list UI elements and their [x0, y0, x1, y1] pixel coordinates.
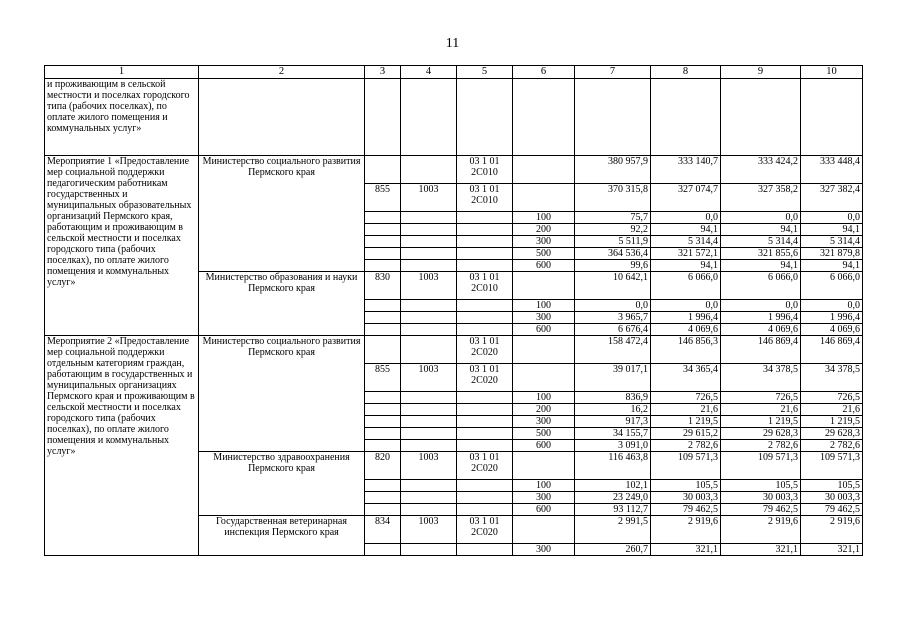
amount-cell: 5 511,9 — [575, 236, 651, 248]
ministry-name: Министерство образования и науки Пермского края — [199, 272, 365, 336]
target-cell — [457, 404, 513, 416]
amount-cell: 260,7 — [575, 544, 651, 556]
table-row — [45, 79, 863, 156]
amount-cell: 79 462,5 — [801, 504, 863, 516]
amount-cell: 0,0 — [651, 212, 721, 224]
amount-cell: 6 066,0 — [801, 272, 863, 300]
amount-cell: 1 996,4 — [721, 312, 801, 324]
expense-type-code: 100 — [513, 480, 575, 492]
section-cell — [401, 480, 457, 492]
amount-cell: 2 919,6 — [801, 516, 863, 544]
section-code: 1003 — [401, 272, 457, 300]
target-code: 03 1 01 2С020 — [457, 516, 513, 544]
amount-cell: 333 448,4 — [801, 156, 863, 184]
expense-type-cell — [513, 452, 575, 480]
amount-cell: 79 462,5 — [721, 504, 801, 516]
grbs-cell — [365, 236, 401, 248]
expense-type-code: 600 — [513, 260, 575, 272]
empty-cell — [513, 79, 575, 156]
grbs-cell — [365, 392, 401, 404]
amount-cell: 94,1 — [801, 224, 863, 236]
target-code: 03 1 01 2С020 — [457, 336, 513, 364]
section-cell — [401, 336, 457, 364]
target-cell — [457, 260, 513, 272]
m1-description: Мероприятие 1 «Предоставление мер социальной поддержки педагогическим работникам государственных и муниципальных образовательных организаций Пермского края, работающим и проживающим в сельской местности и поселках городского типа (рабочих поселках), по оплате жилого помещения и коммунальных услуг» — [45, 156, 199, 336]
amount-cell: 333 424,2 — [721, 156, 801, 184]
amount-cell: 34 378,5 — [801, 364, 863, 392]
column-header: 10 — [801, 66, 863, 79]
section-cell — [401, 544, 457, 556]
grbs-cell — [365, 504, 401, 516]
grbs-cell — [365, 324, 401, 336]
column-header: 3 — [365, 66, 401, 79]
amount-cell: 327 074,7 — [651, 184, 721, 212]
expense-type-code: 100 — [513, 212, 575, 224]
empty-cell — [721, 79, 801, 156]
section-cell — [401, 404, 457, 416]
target-cell — [457, 392, 513, 404]
amount-cell: 34 378,5 — [721, 364, 801, 392]
expense-type-cell — [513, 184, 575, 212]
amount-cell: 321,1 — [651, 544, 721, 556]
empty-cell — [575, 79, 651, 156]
column-header: 1 — [45, 66, 199, 79]
section-cell — [401, 504, 457, 516]
amount-cell: 0,0 — [721, 300, 801, 312]
amount-cell: 5 314,4 — [721, 236, 801, 248]
section-cell — [401, 416, 457, 428]
expense-type-code: 300 — [513, 492, 575, 504]
grbs-code: 855 — [365, 364, 401, 392]
m2-description: Мероприятие 2 «Предоставление мер социальной поддержки отдельным категориям граждан, работающим в государственных и муниципальных организациях Пермского края и проживающим в сельской местности и поселках городского типа (рабочих поселках), по оплате жилого помещения и коммунальных услуг» — [45, 336, 199, 556]
grbs-code: 834 — [365, 516, 401, 544]
target-cell — [457, 324, 513, 336]
amount-cell: 34 155,7 — [575, 428, 651, 440]
expense-type-code: 300 — [513, 416, 575, 428]
amount-cell: 21,6 — [651, 404, 721, 416]
expense-type-cell — [513, 336, 575, 364]
amount-cell: 1 219,5 — [801, 416, 863, 428]
budget-table — [44, 65, 863, 556]
amount-cell: 1 219,5 — [721, 416, 801, 428]
amount-cell: 321,1 — [801, 544, 863, 556]
section-cell — [401, 248, 457, 260]
amount-cell: 34 365,4 — [651, 364, 721, 392]
target-cell — [457, 428, 513, 440]
table-row — [45, 156, 863, 184]
section-cell — [401, 392, 457, 404]
target-cell — [457, 224, 513, 236]
amount-cell: 6 066,0 — [721, 272, 801, 300]
empty-cell — [401, 79, 457, 156]
section-code: 1003 — [401, 452, 457, 480]
target-cell — [457, 236, 513, 248]
target-cell — [457, 440, 513, 452]
expense-type-cell — [513, 364, 575, 392]
amount-cell: 30 003,3 — [651, 492, 721, 504]
section-code: 1003 — [401, 364, 457, 392]
amount-cell: 0,0 — [651, 300, 721, 312]
target-cell — [457, 312, 513, 324]
amount-cell: 2 782,6 — [721, 440, 801, 452]
expense-type-cell — [513, 272, 575, 300]
amount-cell: 321 855,6 — [721, 248, 801, 260]
expense-type-code: 300 — [513, 236, 575, 248]
expense-type-code: 300 — [513, 312, 575, 324]
section-cell — [401, 428, 457, 440]
amount-cell: 109 571,3 — [651, 452, 721, 480]
amount-cell: 3 091,0 — [575, 440, 651, 452]
expense-type-code: 600 — [513, 504, 575, 516]
amount-cell: 380 957,9 — [575, 156, 651, 184]
table-row — [45, 336, 863, 364]
amount-cell: 0,0 — [721, 212, 801, 224]
amount-cell: 29 628,3 — [801, 428, 863, 440]
section-cell — [401, 236, 457, 248]
expense-type-code: 200 — [513, 224, 575, 236]
section-cell — [401, 300, 457, 312]
section-cell — [401, 312, 457, 324]
target-cell — [457, 544, 513, 556]
amount-cell: 321 572,1 — [651, 248, 721, 260]
amount-cell: 5 314,4 — [801, 236, 863, 248]
amount-cell: 6 676,4 — [575, 324, 651, 336]
amount-cell: 29 615,2 — [651, 428, 721, 440]
amount-cell: 29 628,3 — [721, 428, 801, 440]
amount-cell: 726,5 — [801, 392, 863, 404]
amount-cell: 917,3 — [575, 416, 651, 428]
amount-cell: 1 219,5 — [651, 416, 721, 428]
empty-cell — [199, 79, 365, 156]
target-cell — [457, 248, 513, 260]
amount-cell: 4 069,6 — [651, 324, 721, 336]
amount-cell: 2 919,6 — [651, 516, 721, 544]
target-code: 03 1 01 2С010 — [457, 272, 513, 300]
ministry-name: Министерство социального развития Пермского края — [199, 156, 365, 272]
target-cell — [457, 492, 513, 504]
target-cell — [457, 212, 513, 224]
grbs-cell — [365, 156, 401, 184]
column-header: 7 — [575, 66, 651, 79]
expense-type-code: 200 — [513, 404, 575, 416]
amount-cell: 321 879,8 — [801, 248, 863, 260]
amount-cell: 92,2 — [575, 224, 651, 236]
expense-type-cell — [513, 156, 575, 184]
empty-cell — [457, 79, 513, 156]
column-header-row — [45, 66, 863, 79]
amount-cell: 321,1 — [721, 544, 801, 556]
column-header: 9 — [721, 66, 801, 79]
amount-cell: 21,6 — [801, 404, 863, 416]
amount-cell: 109 571,3 — [801, 452, 863, 480]
amount-cell: 105,5 — [721, 480, 801, 492]
expense-type-code: 500 — [513, 428, 575, 440]
amount-cell: 333 140,7 — [651, 156, 721, 184]
column-header: 4 — [401, 66, 457, 79]
target-cell — [457, 416, 513, 428]
grbs-cell — [365, 336, 401, 364]
continuation-text: и проживающим в сельской местности и поселках городского типа (рабочих поселках), по оплате жилого помещения и коммунальных услуг» — [45, 79, 199, 156]
grbs-cell — [365, 312, 401, 324]
amount-cell: 3 965,7 — [575, 312, 651, 324]
amount-cell: 16,2 — [575, 404, 651, 416]
target-code: 03 1 01 2С010 — [457, 156, 513, 184]
amount-cell: 39 017,1 — [575, 364, 651, 392]
amount-cell: 2 782,6 — [801, 440, 863, 452]
amount-cell: 0,0 — [801, 300, 863, 312]
amount-cell: 30 003,3 — [721, 492, 801, 504]
amount-cell: 836,9 — [575, 392, 651, 404]
amount-cell: 146 869,4 — [721, 336, 801, 364]
target-cell — [457, 300, 513, 312]
amount-cell: 327 382,4 — [801, 184, 863, 212]
column-header: 5 — [457, 66, 513, 79]
amount-cell: 105,5 — [801, 480, 863, 492]
target-code: 03 1 01 2С020 — [457, 364, 513, 392]
grbs-cell — [365, 440, 401, 452]
column-header: 6 — [513, 66, 575, 79]
grbs-cell — [365, 480, 401, 492]
expense-type-code: 500 — [513, 248, 575, 260]
section-cell — [401, 212, 457, 224]
amount-cell: 23 249,0 — [575, 492, 651, 504]
section-cell — [401, 324, 457, 336]
grbs-cell — [365, 492, 401, 504]
page-number: 11 — [445, 36, 460, 51]
section-cell — [401, 224, 457, 236]
empty-cell — [365, 79, 401, 156]
grbs-cell — [365, 544, 401, 556]
amount-cell: 158 472,4 — [575, 336, 651, 364]
amount-cell: 94,1 — [651, 224, 721, 236]
amount-cell: 94,1 — [721, 224, 801, 236]
amount-cell: 99,6 — [575, 260, 651, 272]
section-code: 1003 — [401, 184, 457, 212]
amount-cell: 116 463,8 — [575, 452, 651, 480]
amount-cell: 79 462,5 — [651, 504, 721, 516]
grbs-code: 820 — [365, 452, 401, 480]
amount-cell: 726,5 — [651, 392, 721, 404]
amount-cell: 5 314,4 — [651, 236, 721, 248]
amount-cell: 1 996,4 — [651, 312, 721, 324]
grbs-cell — [365, 300, 401, 312]
amount-cell: 327 358,2 — [721, 184, 801, 212]
grbs-cell — [365, 416, 401, 428]
amount-cell: 0,0 — [801, 212, 863, 224]
ministry-name: Министерство здравоохранения Пермского края — [199, 452, 365, 516]
grbs-cell — [365, 212, 401, 224]
grbs-code: 830 — [365, 272, 401, 300]
amount-cell: 30 003,3 — [801, 492, 863, 504]
expense-type-code: 600 — [513, 324, 575, 336]
column-header: 2 — [199, 66, 365, 79]
grbs-cell — [365, 248, 401, 260]
section-cell — [401, 492, 457, 504]
amount-cell: 102,1 — [575, 480, 651, 492]
amount-cell: 94,1 — [801, 260, 863, 272]
target-cell — [457, 504, 513, 516]
grbs-cell — [365, 404, 401, 416]
ministry-name: Государственная ветеринарная инспекция Пермского края — [199, 516, 365, 556]
amount-cell: 1 996,4 — [801, 312, 863, 324]
amount-cell: 146 856,3 — [651, 336, 721, 364]
column-header: 8 — [651, 66, 721, 79]
grbs-cell — [365, 428, 401, 440]
empty-cell — [651, 79, 721, 156]
amount-cell: 105,5 — [651, 480, 721, 492]
amount-cell: 10 642,1 — [575, 272, 651, 300]
amount-cell: 93 112,7 — [575, 504, 651, 516]
expense-type-code: 100 — [513, 392, 575, 404]
amount-cell: 2 991,5 — [575, 516, 651, 544]
expense-type-code: 300 — [513, 544, 575, 556]
section-cell — [401, 260, 457, 272]
amount-cell: 21,6 — [721, 404, 801, 416]
target-code: 03 1 01 2С010 — [457, 184, 513, 212]
amount-cell: 726,5 — [721, 392, 801, 404]
amount-cell: 2 919,6 — [721, 516, 801, 544]
grbs-cell — [365, 260, 401, 272]
amount-cell: 4 069,6 — [801, 324, 863, 336]
amount-cell: 75,7 — [575, 212, 651, 224]
amount-cell: 364 536,4 — [575, 248, 651, 260]
expense-type-code: 100 — [513, 300, 575, 312]
ministry-name: Министерство социального развития Пермского края — [199, 336, 365, 452]
section-cell — [401, 156, 457, 184]
amount-cell: 370 315,8 — [575, 184, 651, 212]
amount-cell: 0,0 — [575, 300, 651, 312]
amount-cell: 4 069,6 — [721, 324, 801, 336]
grbs-cell — [365, 224, 401, 236]
amount-cell: 94,1 — [651, 260, 721, 272]
amount-cell: 109 571,3 — [721, 452, 801, 480]
amount-cell: 6 066,0 — [651, 272, 721, 300]
empty-cell — [801, 79, 863, 156]
amount-cell: 146 869,4 — [801, 336, 863, 364]
amount-cell: 2 782,6 — [651, 440, 721, 452]
target-cell — [457, 480, 513, 492]
expense-type-cell — [513, 516, 575, 544]
grbs-code: 855 — [365, 184, 401, 212]
section-cell — [401, 440, 457, 452]
amount-cell: 94,1 — [721, 260, 801, 272]
expense-type-code: 600 — [513, 440, 575, 452]
target-code: 03 1 01 2С020 — [457, 452, 513, 480]
section-code: 1003 — [401, 516, 457, 544]
